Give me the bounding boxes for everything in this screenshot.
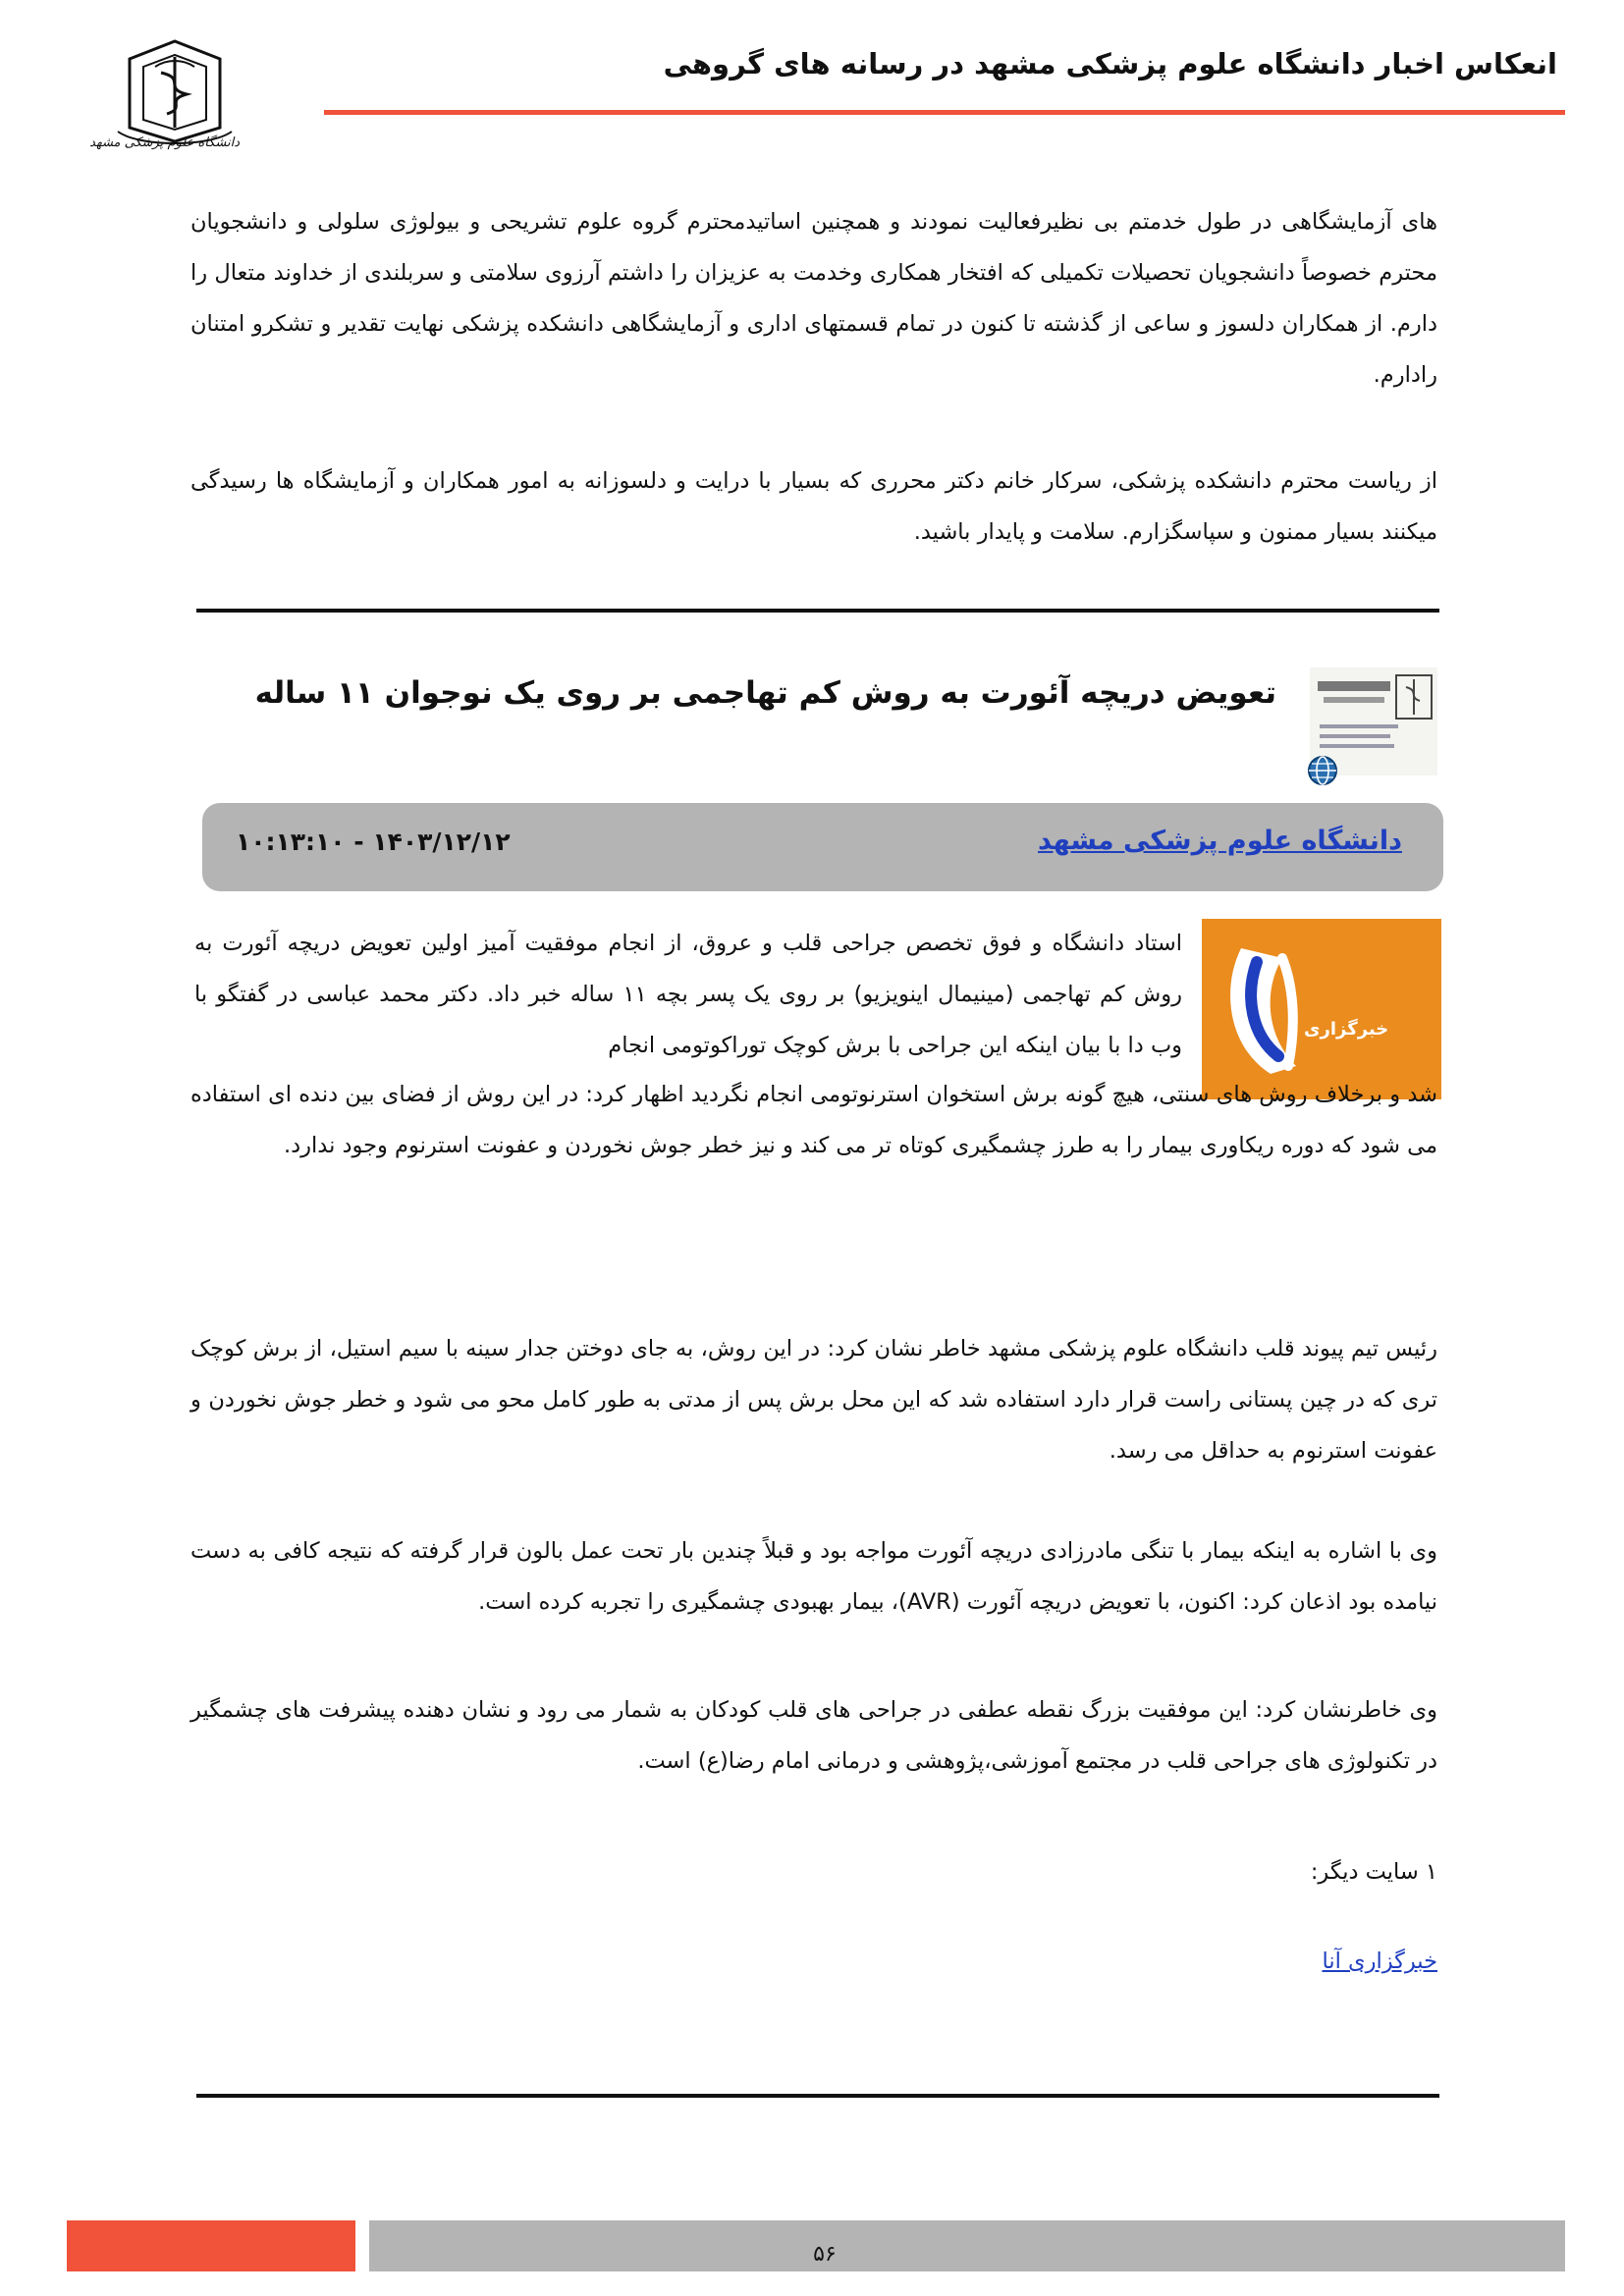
intro-paragraph-1: های آزمایشگاهی در طول خدمتم بی نظیرفعالیت نمودند و همچنین اساتیدمحترم گروه علوم تشریحی و بیولوژی سلولی و دانشجویان محترم خصوصاً دانشجویان تحصیلات تکمیلی که افتخار همکاری وخدمت به عزیزان را داشتم آرزوی سلامتی و سربلندی از خداوند متعال را دارم. از همکاران دلسوز و ساعی از گذشته تا کنون در تمام قسمتهای اداری و آزمایشگاهی دانشکده پزشکی نهایت تقدیر و تشکرو امتنان رادارم.: [190, 209, 1437, 388]
page-title: انعکاس اخبار دانشگاه علوم پزشکی مشهد در رسانه های گروهی: [663, 47, 1557, 80]
agency-image-text: خبرگزاری: [1304, 1019, 1389, 1040]
news-title: تعویض دریچه آئورت به روش کم تهاجمی بر روی یک نوجوان ۱۱ ساله: [254, 675, 1276, 711]
news-paragraph-1-continued: شد و برخلاف روش های سنتی، هیچ گونه برش استخوان استرنوتومی انجام نگردید اظهار کرد: در این روش از فضای بین دنده ای استفاده می شود که دوره ریکاوری بیمار را به طرز چشمگیری کوتاه تر می کند و نیز خطر جوش نخوردن و عفونت استرنوم وجود ندارد.: [190, 1082, 1437, 1158]
footer-accent-bar: [67, 2220, 355, 2271]
university-logo: [89, 37, 240, 165]
news-datetime: ۱۴۰۳/۱۲/۱۲ - ۱۰:۱۳:۱۰: [236, 828, 511, 856]
page-number: ۵۶: [813, 2242, 837, 2267]
section-divider-bottom: [196, 2094, 1439, 2098]
section-divider: [196, 609, 1439, 613]
header-divider: [324, 110, 1565, 115]
globe-icon[interactable]: [1306, 754, 1339, 787]
news-paragraph-3: وی با اشاره به اینکه بیمار با تنگی مادرزادی دریچه آئورت مواجه بود و قبلاً چندین بار تحت عمل بالون قرار گرفته که نتیجه کافی به دست نیامده بود اذعان کرد: اکنون، با تعویض دریچه آئورت (AVR)، بیمار بهبودی چشمگیری را تجربه کرده است.: [190, 1538, 1437, 1615]
other-site-link[interactable]: خبرگزاری آنا: [1322, 1949, 1437, 1974]
news-paragraph-2: رئیس تیم پیوند قلب دانشگاه علوم پزشکی مشهد خاطر نشان کرد: در این روش، به جای دوختن جدار سینه با سیم استیل، از برش کوچک تری که در چین پستانی راست قرار دارد استفاده شد که این محل برش پس از مدتی به طور کامل محو می شود و خطر جوش نخوردن و عفونت استرنوم به حداقل می رسد.: [190, 1336, 1437, 1464]
news-source-link[interactable]: دانشگاه علوم پزشکی مشهد: [1038, 826, 1402, 856]
other-sites-label: ۱ سایت دیگر:: [1310, 1859, 1437, 1885]
footer-bar: [369, 2220, 1565, 2271]
news-paragraph-1: استاد دانشگاه و فوق تخصص جراحی قلب و عروق، از انجام موفقیت آمیز اولین تعویض دریچه آئورت به روش کم تهاجمی (مینیمال اینویزیو) بر روی یک پسر بچه ۱۱ ساله خبر داد. دکتر محمد عباسی در گفتگو با وب دا با بیان اینکه این جراحی با برش کوچک توراکوتومی انجام: [194, 931, 1182, 1058]
intro-paragraph-2: از ریاست محترم دانشکده پزشکی، سرکار خانم دکتر محرری که بسیار با درایت و دلسوزانه به امور همکاران و آزمایشگاه ها رسیدگی میکنند بسیار ممنون و سپاسگزارم. سلامت و پایدار باشید.: [190, 468, 1437, 545]
news-paragraph-4: وی خاطرنشان کرد: این موفقیت بزرگ نقطه عطفی در جراحی های قلب کودکان به شمار می رود و نشان دهنده پیشرفت های چشمگیر در تکنولوژی های جراحی قلب در مجتمع آموزشی،پژوهشی و درمانی امام رضا(ع) است.: [190, 1697, 1437, 1774]
logo-caption: دانشگاه علوم پزشکی مشهد: [89, 135, 240, 150]
